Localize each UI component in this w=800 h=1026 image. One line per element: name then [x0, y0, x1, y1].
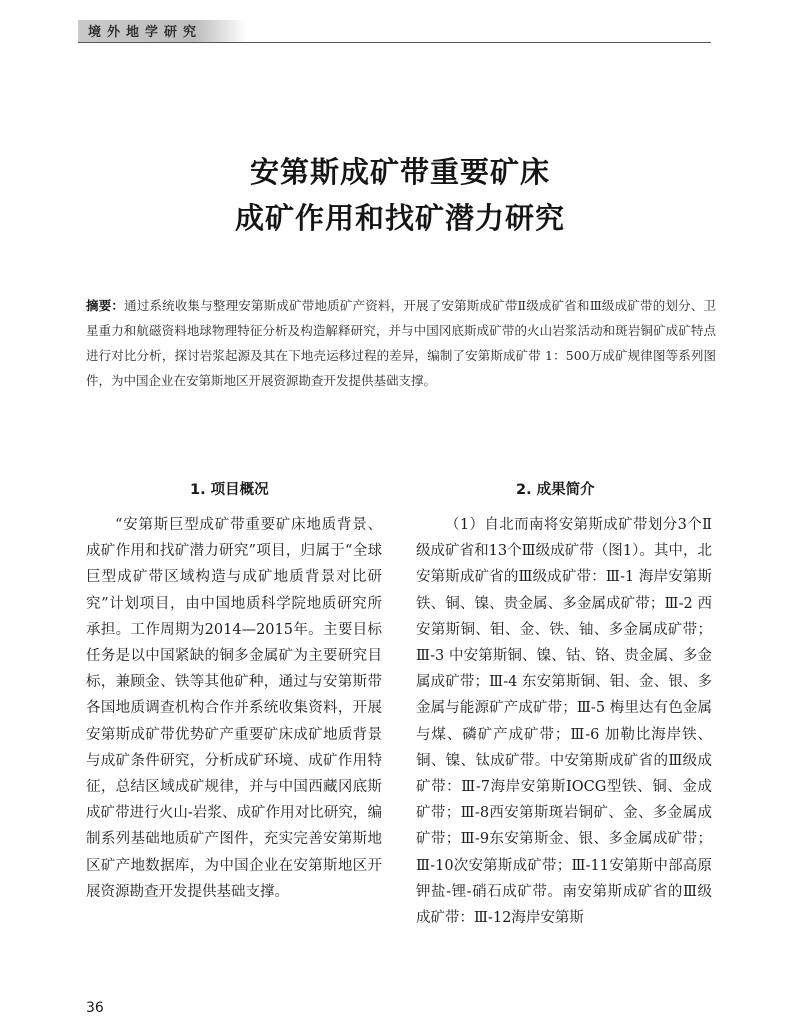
column-right	[416, 512, 712, 931]
abstract-label: 摘要：	[86, 298, 125, 313]
section-overview-text: “安第斯巨型成矿带重要矿床地质背景、成矿作用和找矿潜力研究”项目，归属于“全球巨型成矿带区域构造与成矿地质背景对比研究”计划项目，由中国地质科学院地质研究所承担。工作周期为2014—2015年。主要目标任务是以中国紧缺的铜多金属矿为主要研究目标，兼顾金、铁等其他矿种，通过与安第斯带各国地质调查机构合作并系统收集资料，开展安第斯成矿带优势矿产重要矿床成矿地质背景与成矿条件研究，分析成矿环境、成矿作用特征，总结区域成矿规律，并与中国西藏冈底斯成矿带进行火山-岩浆、成矿作用对比研究，编制系列基础地质矿产图件，充实完善安第斯地区矿产地数据库，为中国企业在安第斯地区开展资源勘查开发提供基础支撑。	[86, 517, 382, 900]
section-heading-overview: 1. 项目概况	[190, 482, 269, 498]
article-title-line1: 安第斯成矿带重要矿床	[249, 155, 550, 189]
column-left	[86, 512, 382, 905]
header-rule	[78, 42, 711, 43]
article-title-line2: 成矿作用和找矿潜力研究	[234, 201, 565, 235]
journal-name: 境外地学研究	[88, 25, 203, 40]
section-results-text: （1）自北而南将安第斯成矿带划分3个Ⅱ级成矿省和13个Ⅲ级成矿带（图1）。其中，北安第斯成矿省的Ⅲ级成矿带：Ⅲ-1 海岸安第斯铁、铜、镍、贵金属、多金属成矿带；Ⅲ-2 西安第斯铜、钼、金、铁、铀、多金属成矿带；Ⅲ-3 中安第斯铜、镍、钴、铬、贵金属、多金属成矿带；Ⅲ-4 东安第斯铜、钼、金、银、多金属与能源矿产成矿带；Ⅲ-5 梅里达有色金属与煤、磷矿产成矿带；Ⅲ-6 加勒比海岸铁、铜、镍、钛成矿带。中安第斯成矿省的Ⅲ级成矿带：Ⅲ-7海岸安第斯IOCG型铁、铜、金成矿带；Ⅲ-8西安第斯斑岩铜矿、金、多金属成矿带；Ⅲ-9东安第斯金、银、多金属成矿带；Ⅲ-10次安第斯成矿带；Ⅲ-11安第斯中部高原钾盐-锂-硝石成矿带。南安第斯成矿省的Ⅲ级成矿带：Ⅲ-12海岸安第斯	[416, 517, 712, 927]
section-heading-results: 2. 成果简介	[516, 482, 595, 498]
running-header	[78, 14, 711, 44]
abstract-text: 通过系统收集与整理安第斯成矿带地质矿产资料，开展了安第斯成矿带Ⅱ级成矿省和Ⅲ级成矿带的划分、卫星重力和航磁资料地球物理特征分析及构造解释研究，并与中国冈底斯成矿带的火山岩浆活动和斑岩铜矿成矿特点进行对比分析，探讨岩浆起源及其在下地壳运移过程的差异，编制了安第斯成矿带 1：500万成矿规律图等系列图件，为中国企业在安第斯地区开展资源勘查开发提供基础支撑。	[86, 298, 716, 388]
page-number: 36	[86, 1000, 104, 1016]
abstract	[86, 293, 716, 393]
